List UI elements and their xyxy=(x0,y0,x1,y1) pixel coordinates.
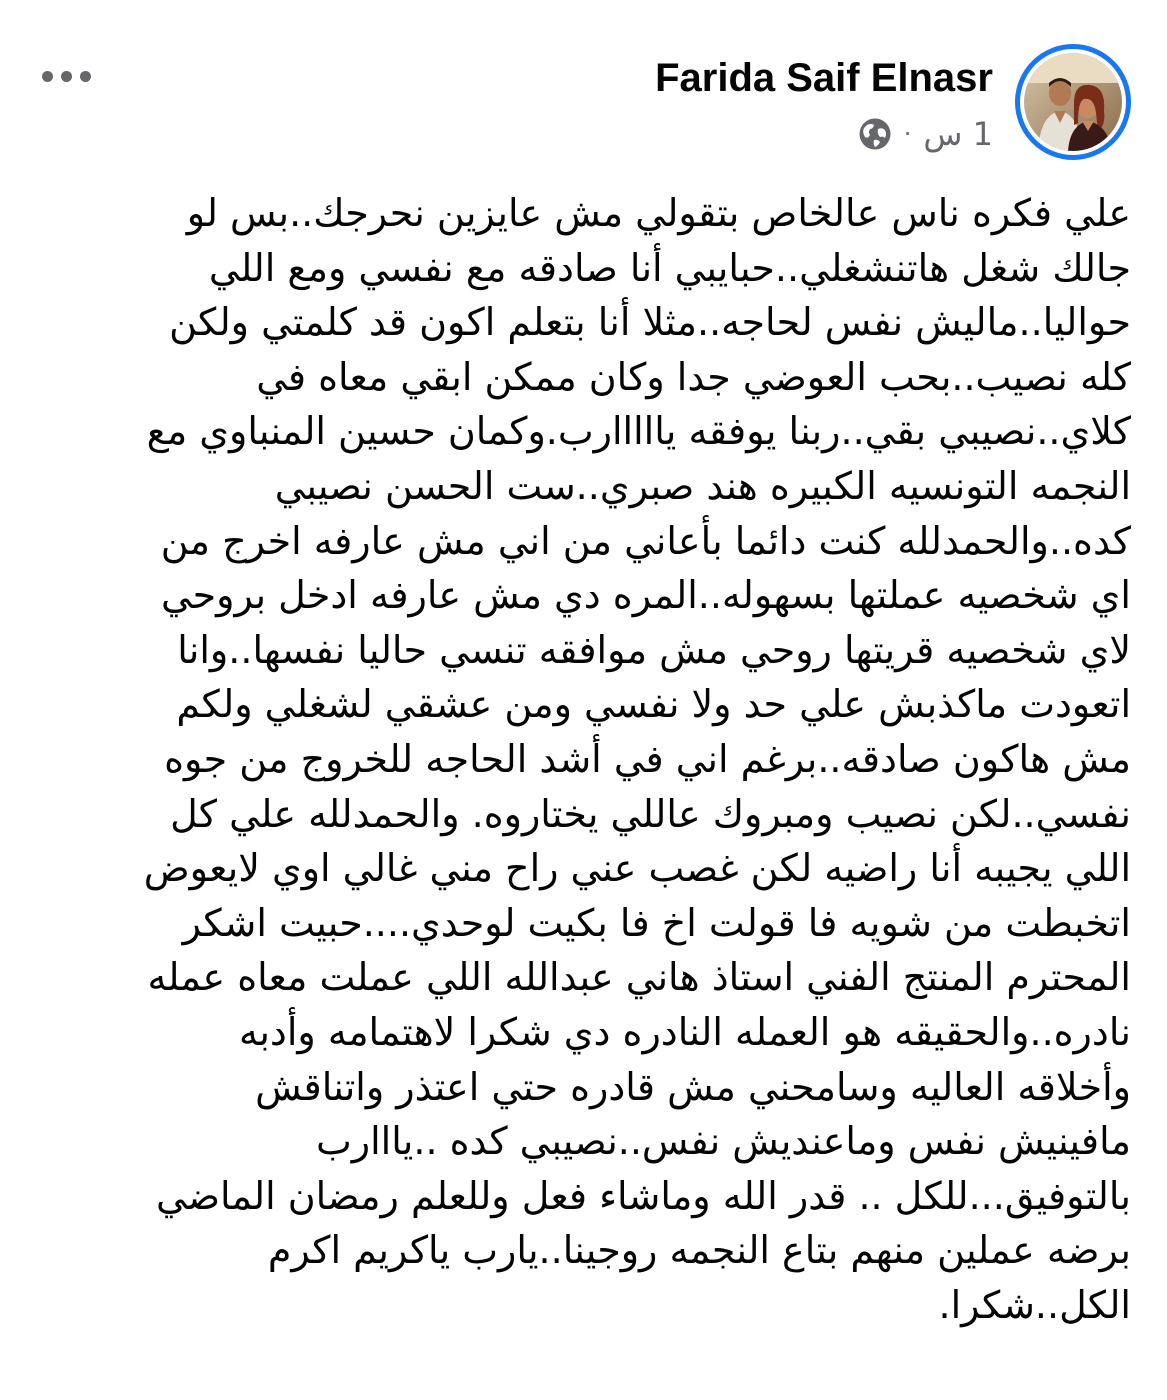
post-timestamp[interactable]: 1 س xyxy=(923,115,993,153)
post-text-line: اتعودت ماكذبش علي حد ولا نفسي ومن عشقي لشغلي ولكم xyxy=(176,682,1131,727)
more-horizontal-icon xyxy=(42,71,53,82)
post-text-line: كلاي..نصيبي بقي..ربنا يوفقه يااااارب.وكمان حسين المنباوي مع xyxy=(146,409,1131,454)
post-text-line: مش هاكون صادقه..برغم اني في أشد الحاجه للخروج من جوه xyxy=(164,736,1131,781)
author-name[interactable]: Farida Saif Elnasr xyxy=(655,56,993,100)
post-text-line: بالتوفيق...للكل .. قدر الله وماشاء فعل وللعلم رمضان الماضي xyxy=(156,1173,1131,1218)
post-text-line: كده..والحمدلله كنت دائما بأعاني من اني مش عارفه اخرج من xyxy=(160,518,1131,563)
meta-separator: · xyxy=(903,120,912,148)
post-text-line: اللي يجيبه أنا راضيه لكن غصب عني راح مني غالي اوي لايعوض xyxy=(143,846,1131,891)
post-header xyxy=(655,44,1131,160)
post-text-line: نفسي..لكن نصيب ومبروك عاللي يختاروه. والحمدلله علي كل xyxy=(170,791,1131,836)
avatar-story-ring[interactable] xyxy=(1015,44,1131,160)
post-text-line: نادره..والحقيقه هو العمله النادره دي شكرا لاهتمامه وأدبه xyxy=(238,1009,1131,1054)
post-text-line: جالك شغل هاتنشغلي..حبايبي أنا صادقه مع نفسي ومع اللي xyxy=(208,245,1131,290)
post-text-line: لاي شخصيه قريتها روحي مش موافقه تنسي حاليا نفسها..وانا xyxy=(177,627,1131,672)
more-horizontal-icon-dot-3 xyxy=(80,71,91,82)
post-text-line: وأخلاقه العاليه وسامحني مش قادره حتي اعتذر واتناقش xyxy=(255,1064,1131,1109)
post-meta xyxy=(655,44,993,154)
timestamp-row xyxy=(858,114,993,154)
post-text-line: علي فكره ناس عالخاص بتقولي مش عايزين نحرجك..بس لو xyxy=(186,191,1131,235)
post-text xyxy=(34,186,1131,1332)
post-text-line: المحترم المنتج الفني استاذ هاني عبدالله اللي عملت معاه عمله xyxy=(147,955,1131,1000)
avatar[interactable] xyxy=(1024,53,1122,151)
globe-icon[interactable] xyxy=(858,117,892,151)
post-text-line: اي شخصيه عملتها بسهوله..المره دي مش عارفه ادخل بروحي xyxy=(160,573,1131,618)
post-text-line: الكل..شكرا. xyxy=(938,1282,1131,1327)
more-horizontal-icon-dot-2 xyxy=(61,71,72,82)
post-text-line: اتخبطت من شويه فا قولت اخ فا بكيت لوحدي....حبيت اشكر xyxy=(182,900,1131,945)
post-text-line: كله نصيب..بحب العوضي جدا وكان ممكن ابقي معاه في xyxy=(256,354,1131,399)
more-options-button[interactable] xyxy=(34,58,98,94)
post-text-line: حواليا..ماليش نفس لحاجه..مثلا أنا بتعلم اكون قد كلمتي ولكن xyxy=(169,300,1131,345)
post-text-line: النجمه التونسيه الكبيره هند صبري..ست الحسن نصيبي xyxy=(274,463,1131,508)
post-text-line: برضه عملين منهم بتاع النجمه روجينا..يارب ياكريم اكرم xyxy=(267,1228,1131,1273)
post-text-line: مافينيش نفس وماعنديش نفس..نصيبي كده ..يااارب xyxy=(315,1119,1131,1164)
avatar-photo xyxy=(1024,53,1122,151)
